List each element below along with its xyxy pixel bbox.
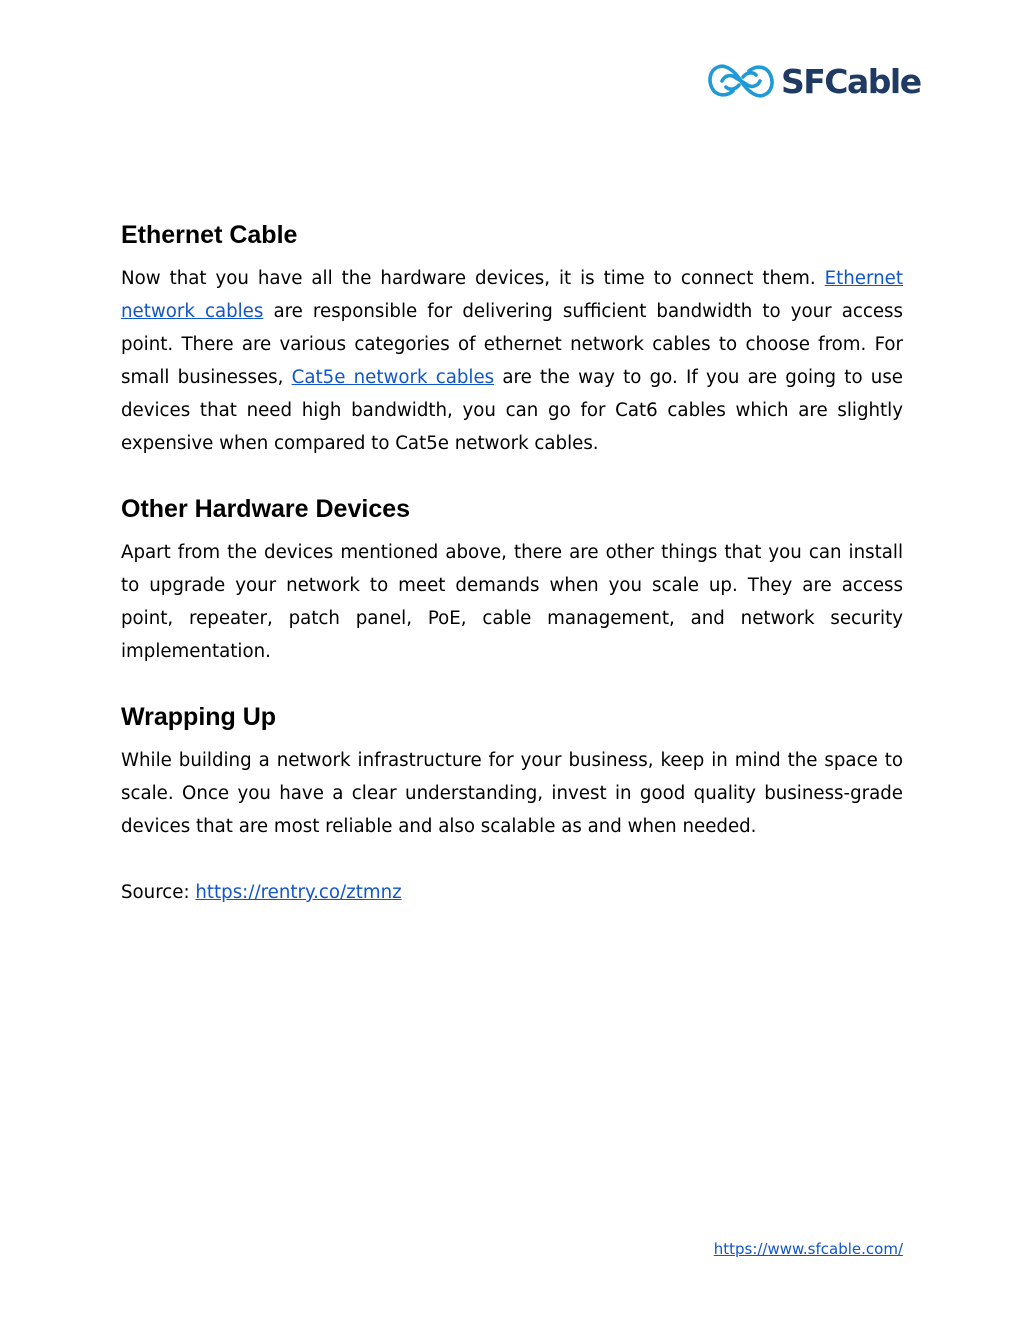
paragraph-text: are responsible for delivering sufficient bandwidth to your access point. There are various categories of ethernet network cables to choose from. For small businesses, xyxy=(121,301,903,388)
section-paragraph: While building a network infrastructure for your business, keep in mind the space to scale. Once you have a clear understanding, invest in good quality business-grade devices that are most reliable and also scalable as and when needed. xyxy=(121,750,903,837)
section-heading: Other Hardware Devices xyxy=(121,495,411,523)
source-line xyxy=(121,876,903,909)
source-label: Source: xyxy=(121,882,196,903)
section-ethernet-cable xyxy=(121,218,903,460)
source-link[interactable]: https://rentry.co/ztmnz xyxy=(195,882,402,903)
brand-name: SFCable xyxy=(781,61,921,101)
section-other-hardware-devices xyxy=(121,492,903,668)
cat5e-network-cables-link[interactable]: Cat5e network cables xyxy=(291,367,495,388)
brand-logo[interactable] xyxy=(705,58,921,104)
section-heading: Ethernet Cable xyxy=(121,221,298,249)
section-heading: Wrapping Up xyxy=(121,703,277,731)
sfcable-loop-logo-icon xyxy=(705,58,777,104)
section-paragraph xyxy=(121,262,903,460)
section-paragraph: Apart from the devices mentioned above, there are other things that you can install to upgrade your network to meet demands when you scale up. They are access point, repeater, patch panel, PoE, cable management, and network security implementation. xyxy=(121,542,903,662)
footer-website-link[interactable]: https://www.sfcable.com/ xyxy=(713,1240,903,1258)
section-wrapping-up xyxy=(121,700,903,843)
article-body xyxy=(121,218,903,909)
ethernet-network-cables-link[interactable]: Ethernet network cables xyxy=(121,268,903,322)
paragraph-text: Now that you have all the hardware devices, it is time to connect them. xyxy=(121,268,825,289)
paragraph-text: are the way to go. If you are going to use devices that need high bandwidth, you can go for Cat6 cables which are slightly expensive when compared to Cat5e network cables. xyxy=(121,367,903,454)
